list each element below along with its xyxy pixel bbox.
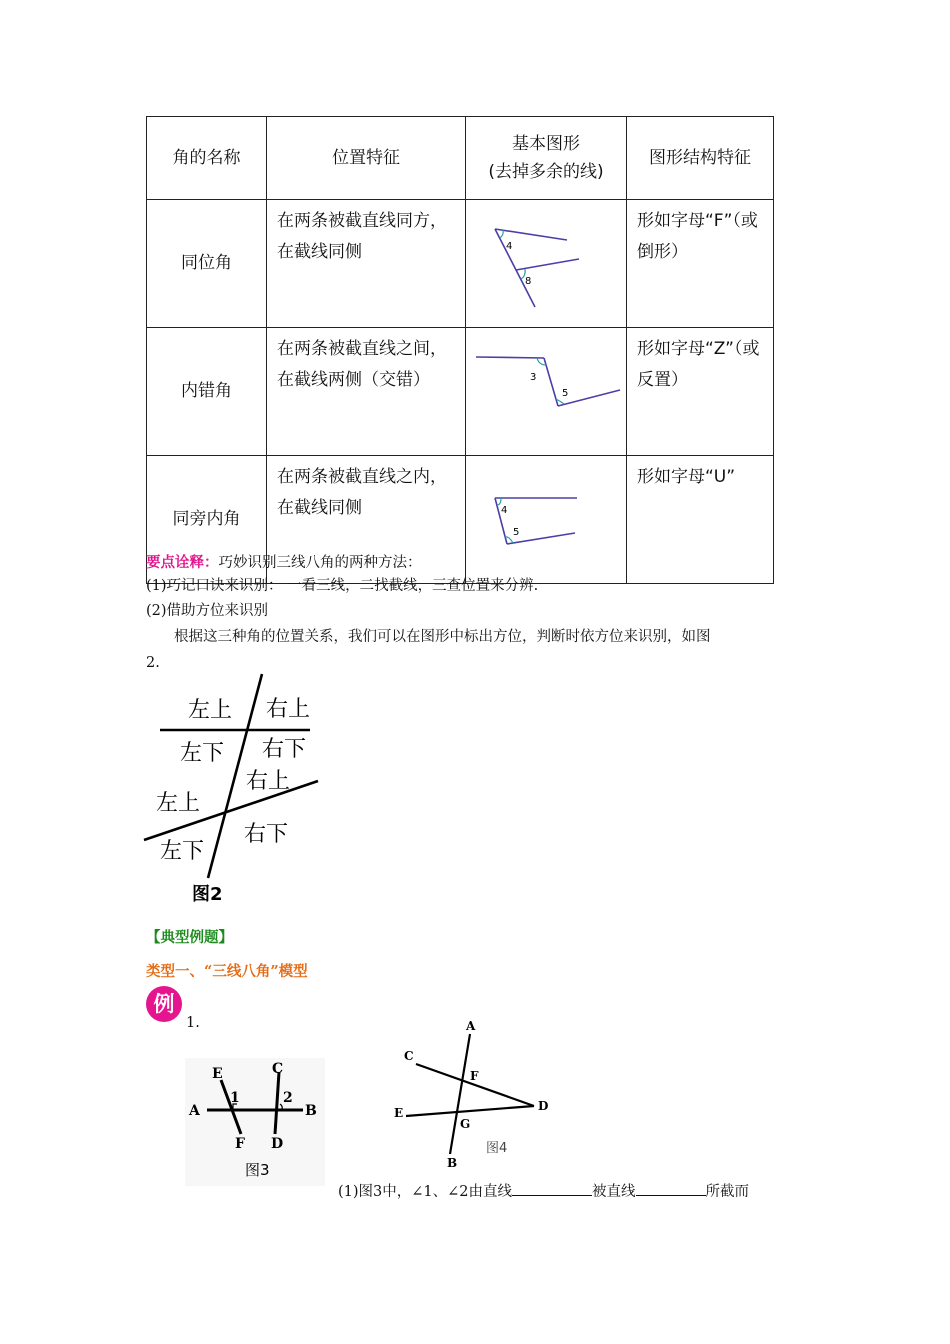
point-label: E [212, 1066, 223, 1082]
example-number: 1. [186, 1015, 200, 1031]
point-label: F [235, 1136, 245, 1152]
figure-caption: 图3 [245, 1161, 270, 1179]
region-label: 右下 [244, 822, 289, 847]
point-label: B [447, 1156, 458, 1170]
angle-name: 内错角 [147, 328, 267, 456]
angle-name: 同位角 [147, 200, 267, 328]
region-label: 右上 [266, 697, 311, 722]
header-angle-name: 角的名称 [147, 117, 267, 200]
figure-2 [140, 668, 330, 908]
angles-table [146, 116, 774, 584]
angle-label: 5 [562, 387, 569, 399]
key-note-line [146, 551, 422, 575]
answer-blank[interactable] [512, 1181, 592, 1196]
angle-label: 4 [506, 240, 513, 252]
angle-arc [500, 230, 503, 238]
question-text: 所截而 [705, 1184, 750, 1200]
header-position: 位置特征 [267, 117, 466, 200]
answer-blank[interactable] [636, 1181, 706, 1196]
interior-angles-diagram [471, 480, 621, 560]
structure-feature: 形如字母“U” [627, 456, 774, 584]
region-label: 右下 [262, 737, 307, 762]
structure-feature: 形如字母“Z”（或反置） [627, 328, 774, 456]
example-badge: 例 [146, 986, 182, 1022]
corresponding-angles-diagram [471, 209, 621, 319]
point-label: E [394, 1106, 404, 1120]
question-text: 被直线 [592, 1184, 636, 1200]
method-2: (2)借助方位来识别 [146, 603, 269, 619]
position-desc: 在两条被截直线同方，在截线同侧 [267, 200, 466, 328]
type-1-heading: 类型一、“三线八角”模型 [146, 963, 308, 980]
line-upper [476, 357, 544, 358]
figure-4 [388, 1014, 568, 1172]
header-structure: 图形结构特征 [627, 117, 774, 200]
table-header-row [147, 117, 774, 200]
angle-label: 1 [230, 1090, 240, 1106]
point-label: D [538, 1099, 549, 1113]
figure-3 [185, 1058, 325, 1186]
examples-heading: 【典型例题】 [146, 929, 233, 946]
region-label: 左下 [180, 741, 225, 766]
line-ab [450, 1034, 470, 1154]
body-text-line2: 2. [146, 655, 160, 671]
angle-label: 4 [501, 504, 508, 516]
body-text-line1: 根据这三种角的位置关系，我们可以在图形中标出方位，判断时依方位来识别，如图 [174, 629, 711, 645]
region-label: 左上 [188, 698, 233, 723]
point-label: C [404, 1049, 414, 1063]
angle-label: 3 [530, 371, 537, 383]
angle-label: 2 [283, 1090, 293, 1106]
angle-arc [497, 498, 501, 505]
transversal-line [544, 358, 558, 406]
line-upper [495, 229, 567, 240]
position-desc: 在两条被截直线之内，在截线同侧 [267, 456, 466, 584]
angle-label: 5 [513, 526, 520, 538]
figure-caption: 图4 [486, 1141, 508, 1156]
question-1 [338, 1181, 749, 1204]
point-label: D [271, 1136, 284, 1152]
question-text: (1)图3中，∠1、∠2由直线 [338, 1184, 513, 1200]
angle-label: 8 [525, 275, 532, 287]
figure-caption: 图2 [192, 884, 223, 905]
point-label: A [189, 1103, 200, 1119]
point-label: B [305, 1103, 317, 1119]
angle-name: 同旁内角 [147, 456, 267, 584]
structure-feature: 形如字母“F”（或倒形） [627, 200, 774, 328]
header-basic-shape: 基本图形 (去掉多余的线) [466, 117, 627, 200]
table-row [147, 328, 774, 456]
position-desc: 在两条被截直线之间，在截线两侧（交错） [267, 328, 466, 456]
line-lower [516, 259, 579, 270]
point-label: A [466, 1019, 476, 1033]
point-label: G [460, 1117, 471, 1131]
method-1: (1)巧记口诀来识别： 一看三线，二找截线，三查位置来分辨. [146, 578, 539, 594]
region-label: 右上 [246, 769, 291, 794]
shape-cell [466, 456, 627, 584]
point-label: C [272, 1061, 284, 1077]
shape-cell [466, 328, 627, 456]
shape-cell [466, 200, 627, 328]
region-label: 左下 [160, 839, 205, 864]
point-label: F [470, 1069, 479, 1083]
key-note-heading: 要点诠释： [146, 554, 219, 571]
key-note-text: 巧妙识别三线八角的两种方法： [218, 555, 422, 571]
region-label: 左上 [156, 791, 201, 816]
alternate-angles-diagram [466, 337, 626, 447]
table-row [147, 200, 774, 328]
line-ed [406, 1106, 534, 1116]
